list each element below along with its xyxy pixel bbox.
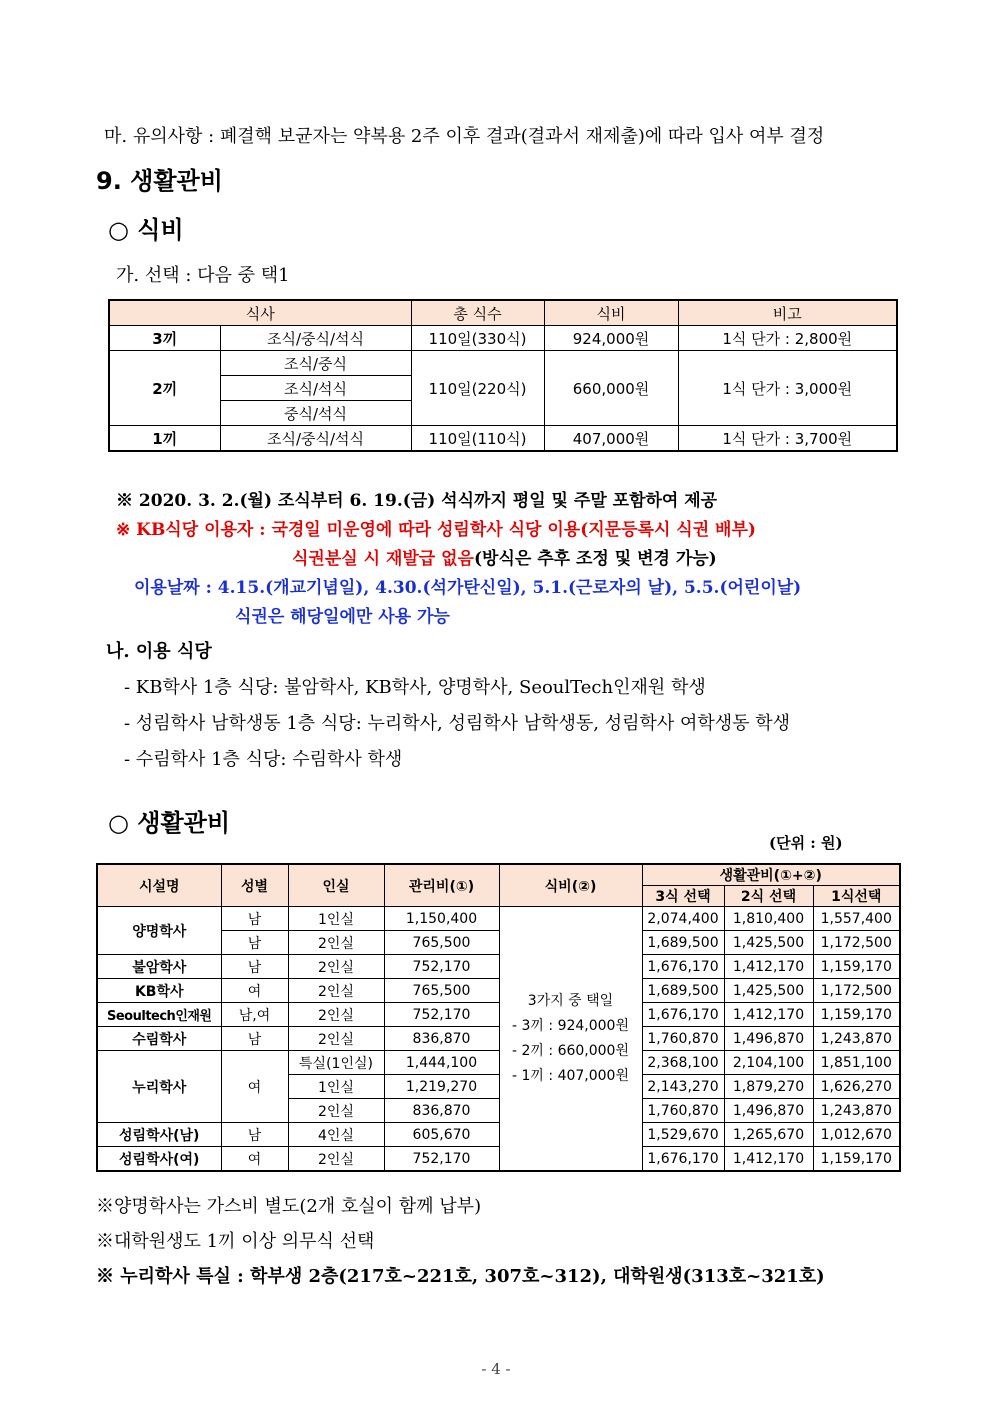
fee: 752,170 [384, 955, 499, 979]
total-1: 1,159,170 [813, 1147, 900, 1172]
room-type: 4인실 [288, 1123, 384, 1147]
table-row [97, 979, 900, 1003]
total-2: 1,412,170 [724, 1003, 813, 1027]
footnote-bold: ※ 누리학사 특실 : 학부생 2층(217호~221호, 307호~312), 대학원생(313호~321호) [96, 1266, 825, 1287]
gender: 여 [221, 1051, 288, 1123]
total-3: 2,368,100 [642, 1051, 724, 1075]
meal-count: 110일(330식) [411, 326, 544, 351]
meal-meals: 조식/중식 [220, 351, 411, 376]
meal-cost: 407,000원 [544, 426, 678, 452]
total-3: 1,760,870 [642, 1027, 724, 1051]
note-dates-2: 식권은 해당일에만 사용 가능 [235, 607, 450, 627]
total-2: 1,879,270 [724, 1075, 813, 1099]
gender: 여 [221, 979, 288, 1003]
table-row [97, 1027, 900, 1051]
room-type: 2인실 [288, 979, 384, 1003]
meal-meals: 조식/중식/석식 [220, 326, 411, 351]
page-number: - 4 - [481, 1360, 511, 1378]
cafeteria-item: - 수림학사 1층 식당: 수림학사 학생 [124, 749, 403, 770]
total-1: 1,172,500 [813, 931, 900, 955]
gender: 남 [221, 907, 288, 931]
total-3: 1,676,170 [642, 955, 724, 979]
meal-header-cost: 식비 [544, 300, 678, 326]
unit-label: (단위 : 원) [769, 834, 843, 852]
room-type: 2인실 [288, 931, 384, 955]
living-cost-table [96, 863, 901, 1172]
meal-note: 1식 단가 : 3,700원 [678, 426, 897, 452]
header-fee: 관리비(①) [384, 864, 499, 907]
meal-options-title: 3가지 중 택일 [527, 992, 614, 1009]
fee: 752,170 [384, 1147, 499, 1172]
footnote: ※양명학사는 가스비 별도(2개 호실이 함께 납부) [96, 1196, 482, 1217]
total-2: 1,496,870 [724, 1027, 813, 1051]
header-meal: 식비(②) [499, 864, 642, 907]
header-opt1: 1식선택 [813, 886, 900, 907]
cafeteria-item: - KB학사 1층 식당: 불암학사, KB학사, 양명학사, SeoulTech인재원 학생 [124, 677, 706, 698]
total-3: 2,143,270 [642, 1075, 724, 1099]
header-opt2: 2식 선택 [724, 886, 813, 907]
table-row [97, 1147, 900, 1172]
meal-meals: 중식/석식 [220, 401, 411, 426]
total-1: 1,243,870 [813, 1099, 900, 1123]
total-2: 1,412,170 [724, 955, 813, 979]
fee: 836,870 [384, 1099, 499, 1123]
fee: 605,670 [384, 1123, 499, 1147]
meal-count: 110일(220식) [411, 351, 544, 426]
room-type: 2인실 [288, 955, 384, 979]
facility-name: KB학사 [97, 979, 221, 1003]
meal-note: 1식 단가 : 3,000원 [678, 351, 897, 426]
note-kb-1: ※ KB식당 이용자 : 국경일 미운영에 따라 성림학사 식당 이용(지문등록시 식권 배부) [116, 520, 756, 540]
total-1: 1,243,870 [813, 1027, 900, 1051]
fee: 752,170 [384, 1003, 499, 1027]
header-facility: 시설명 [97, 864, 221, 907]
cafeteria-item: - 성림학사 남학생동 1층 식당: 누리학사, 성림학사 남학생동, 성림학사 여학생동 학생 [124, 713, 791, 734]
meal-header-count: 총 식수 [411, 300, 544, 326]
facility-name: 성림학사(남) [97, 1123, 221, 1147]
meal-count: 110일(110식) [411, 426, 544, 452]
meal-row-3 [109, 326, 897, 351]
facility-name: 수림학사 [97, 1027, 221, 1051]
facility-name: 성림학사(여) [97, 1147, 221, 1172]
facility-name: Seoultech인재원 [97, 1003, 221, 1027]
meal-select-label: 가. 선택 : 다음 중 택1 [116, 265, 290, 286]
fee: 765,500 [384, 979, 499, 1003]
header-gender: 성별 [221, 864, 288, 907]
facility-name: 불암학사 [97, 955, 221, 979]
meal-options [499, 907, 642, 1172]
room-type: 특실(1인실) [288, 1051, 384, 1075]
total-2: 1,412,170 [724, 1147, 813, 1172]
total-2: 1,496,870 [724, 1099, 813, 1123]
room-type: 1인실 [288, 907, 384, 931]
total-3: 1,529,670 [642, 1123, 724, 1147]
meal-option: - 1끼 : 407,000원 [512, 1067, 629, 1084]
total-1: 1,557,400 [813, 907, 900, 931]
gender: 남 [221, 931, 288, 955]
meal-plan: 1끼 [109, 426, 220, 452]
meal-cost: 924,000원 [544, 326, 678, 351]
total-3: 1,760,870 [642, 1099, 724, 1123]
total-3: 1,676,170 [642, 1147, 724, 1172]
table-row [97, 1123, 900, 1147]
meal-options-list [512, 989, 629, 1089]
total-3: 1,689,500 [642, 979, 724, 1003]
section-title: 9. 생활관비 [96, 167, 223, 195]
total-1: 1,012,670 [813, 1123, 900, 1147]
fee: 1,150,400 [384, 907, 499, 931]
total-2: 1,810,400 [724, 907, 813, 931]
facility-name: 누리학사 [97, 1051, 221, 1123]
fee: 1,219,270 [384, 1075, 499, 1099]
total-2: 2,104,100 [724, 1051, 813, 1075]
meal-row-2 [109, 351, 897, 376]
footnote: ※대학원생도 1끼 이상 의무식 선택 [96, 1231, 375, 1252]
notice-line: 마. 유의사항 : 폐결핵 보균자는 약복용 2주 이후 결과(결과서 재제출)에 따라 입사 여부 결정 [104, 126, 825, 147]
facility-name: 양명학사 [97, 907, 221, 955]
meal-plan: 3끼 [109, 326, 220, 351]
total-1: 1,851,100 [813, 1051, 900, 1075]
gender: 남 [221, 955, 288, 979]
meal-row-1 [109, 426, 897, 452]
meal-option: - 2끼 : 660,000원 [512, 1042, 629, 1059]
gender: 여 [221, 1147, 288, 1172]
room-type: 2인실 [288, 1099, 384, 1123]
meal-meals: 조식/중식/석식 [220, 426, 411, 452]
room-type: 2인실 [288, 1003, 384, 1027]
meal-plan: 2끼 [109, 351, 220, 426]
meal-table [108, 299, 898, 452]
fee: 1,444,100 [384, 1051, 499, 1075]
total-2: 1,265,670 [724, 1123, 813, 1147]
gender: 남 [221, 1027, 288, 1051]
note-kb-2 [292, 544, 717, 569]
total-3: 1,689,500 [642, 931, 724, 955]
total-1: 1,626,270 [813, 1075, 900, 1099]
total-1: 1,172,500 [813, 979, 900, 1003]
meal-meals: 조식/석식 [220, 376, 411, 401]
table-row [97, 907, 900, 931]
meal-header-note: 비고 [678, 300, 897, 326]
header-total: 생활관비(①+②) [642, 864, 900, 886]
fee: 765,500 [384, 931, 499, 955]
table-row [97, 1003, 900, 1027]
header-room: 인실 [288, 864, 384, 907]
gender: 남 [221, 1123, 288, 1147]
total-3: 2,074,400 [642, 907, 724, 931]
meal-cost: 660,000원 [544, 351, 678, 426]
note-dates-1: 이용날짜 : 4.15.(개교기념일), 4.30.(석가탄신일), 5.1.(근로자의 날), 5.5.(어린이날) [134, 578, 802, 598]
cafeteria-label: 나. 이용 식당 [106, 641, 212, 662]
note-kb-2a: 식권분실 시 재발급 없음 [292, 549, 474, 569]
header-opt3: 3식 선택 [642, 886, 724, 907]
total-2: 1,425,500 [724, 979, 813, 1003]
total-1: 1,159,170 [813, 955, 900, 979]
total-2: 1,425,500 [724, 931, 813, 955]
total-3: 1,676,170 [642, 1003, 724, 1027]
meal-heading: ○ 식비 [108, 216, 184, 244]
room-type: 1인실 [288, 1075, 384, 1099]
room-type: 2인실 [288, 1147, 384, 1172]
total-1: 1,159,170 [813, 1003, 900, 1027]
fee: 836,870 [384, 1027, 499, 1051]
table-row [97, 1051, 900, 1075]
living-heading: ○ 생활관비 [108, 809, 231, 837]
note-kb-2b: (방식은 추후 조정 및 변경 가능) [473, 549, 717, 569]
table-row [97, 955, 900, 979]
room-type: 2인실 [288, 1027, 384, 1051]
meal-note: 1식 단가 : 2,800원 [678, 326, 897, 351]
gender: 남,여 [221, 1003, 288, 1027]
note-period: ※ 2020. 3. 2.(월) 조식부터 6. 19.(금) 석식까지 평일 및 주말 포함하여 제공 [116, 491, 718, 511]
meal-option: - 3끼 : 924,000원 [512, 1017, 629, 1034]
meal-header-plan: 식사 [109, 300, 411, 326]
